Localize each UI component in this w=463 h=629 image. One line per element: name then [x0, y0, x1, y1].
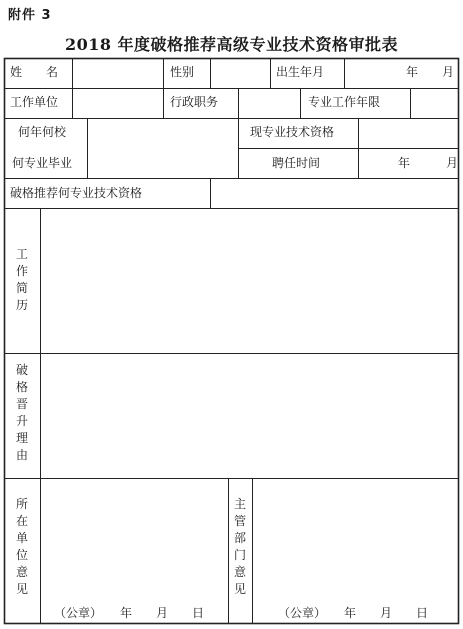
- attachment-label: 附件 3: [8, 8, 52, 23]
- label-admin-position: 行政职务: [170, 95, 219, 109]
- label-recommend-title: 破格推荐何专业技术资格: [10, 186, 143, 200]
- birth-date-placeholder: 年 月: [406, 65, 455, 79]
- label-school: 何年何校: [18, 125, 67, 139]
- label-dept-opinion: 主管部门意见: [233, 497, 246, 596]
- label-unit-opinion: 所在单位意见: [15, 497, 28, 596]
- label-work-resume: 工作简历: [15, 247, 28, 312]
- label-gender: 性别: [170, 65, 195, 79]
- label-hire-time: 聘任时间: [272, 156, 321, 170]
- label-workplace: 工作单位: [10, 95, 59, 109]
- label-birth: 出生年月: [276, 65, 325, 79]
- label-work-years: 专业工作年限: [308, 95, 381, 109]
- label-promotion-reason: 破格晋升理由: [15, 363, 28, 462]
- label-major: 何专业毕业: [12, 156, 73, 170]
- unit-stamp-line: （公章） 年 月 日: [54, 606, 205, 620]
- dept-stamp-line: （公章） 年 月 日: [278, 606, 429, 620]
- form-title: 2018 年度破格推荐高级专业技术资格审批表: [64, 35, 399, 54]
- label-current-title: 现专业技术资格: [250, 125, 335, 139]
- label-name: 姓 名: [10, 65, 59, 79]
- hire-date-placeholder: 年 月: [398, 156, 459, 170]
